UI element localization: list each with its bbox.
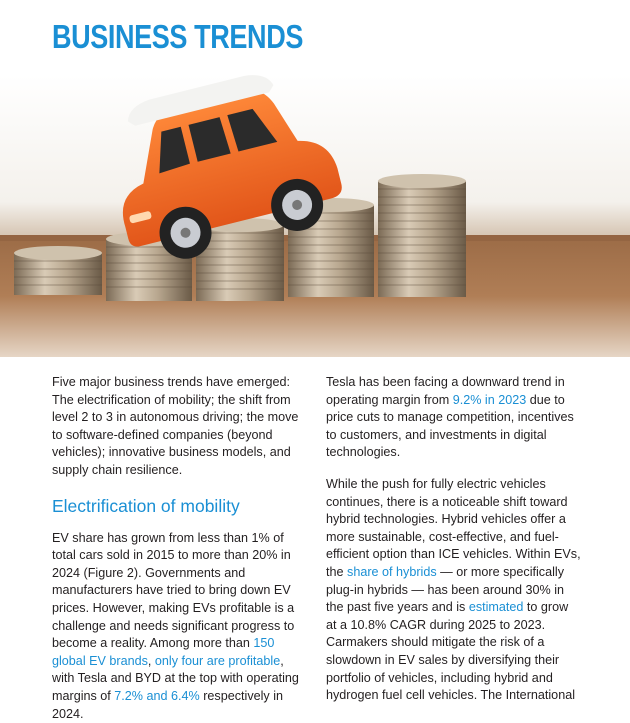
link-global-ev-brands[interactable]: 150 global EV brands	[52, 636, 275, 668]
text-span: ,	[147, 653, 155, 668]
text-span: due to price cuts to manage competition, incentives to customers, and investments in digital technologies.	[326, 392, 574, 460]
text-span: EV share has grown from less than 1% of total cars sold in 2015 to more than 20% in 2024 (Figure 2). Governments and manufacturers have tried to bring down EV prices. However, making EVs profitable is a challenge and needs significant progress to become a reality. Among more than	[52, 530, 295, 651]
link-estimated[interactable]: estimated	[468, 600, 524, 615]
section-heading: Electrification of mobility	[52, 495, 240, 516]
hybrid-paragraph	[326, 476, 581, 705]
text-span: While the push for fully electric vehicles continues, there is a noticeable shift toward hybrid technologies. Hybrid vehicles offer a more sustainable, cost-effective, and fuel-efficient option than ICE vehicles. Within EVs, the	[326, 476, 581, 579]
link-only-four-profitable[interactable]: only four are profitable	[154, 653, 281, 668]
link-operating-margins[interactable]: 7.2% and 6.4%	[114, 688, 200, 703]
text-span: respectively in 2024.	[52, 688, 284, 721]
paragraph-gap	[326, 462, 581, 476]
left-column	[52, 374, 302, 723]
right-column	[326, 374, 581, 705]
intro-paragraph: Five major business trends have emerged: The electrification of mobility; the shift from level 2 to 3 in autonomous driving; the move to software-defined companies (beyond vehicles); innovative business models, and supply chain resilience.	[52, 375, 299, 477]
text-span: Tesla has been facing a downward trend in operating margin from	[326, 375, 565, 407]
hero-image-toy-car-on-coin-stacks	[0, 75, 630, 357]
page-title: BUSINESS TRENDS	[52, 18, 303, 55]
link-share-of-hybrids[interactable]: share of hybrids	[347, 564, 437, 579]
text-span: to grow at a 10.8% CAGR during 2025 to 2023. Carmakers should mitigate the risk of a slowdown in EV sales by diversifying their portfolio of vehicles, including hybrid and hydrogen fuel cell vehicles. The International	[326, 600, 575, 703]
link-tesla-margin-2023[interactable]: 9.2% in 2023	[452, 392, 527, 407]
coin-stack-1	[14, 246, 102, 295]
tesla-paragraph	[326, 374, 581, 462]
text-span: — or more specifically plug-in hybrids — has been around 30% in the past five years and is	[326, 564, 565, 615]
coin-stack-5	[378, 174, 466, 297]
text-span: , with Tesla and BYD at the top with operating margins of	[52, 653, 299, 703]
ev-share-paragraph	[52, 530, 302, 723]
